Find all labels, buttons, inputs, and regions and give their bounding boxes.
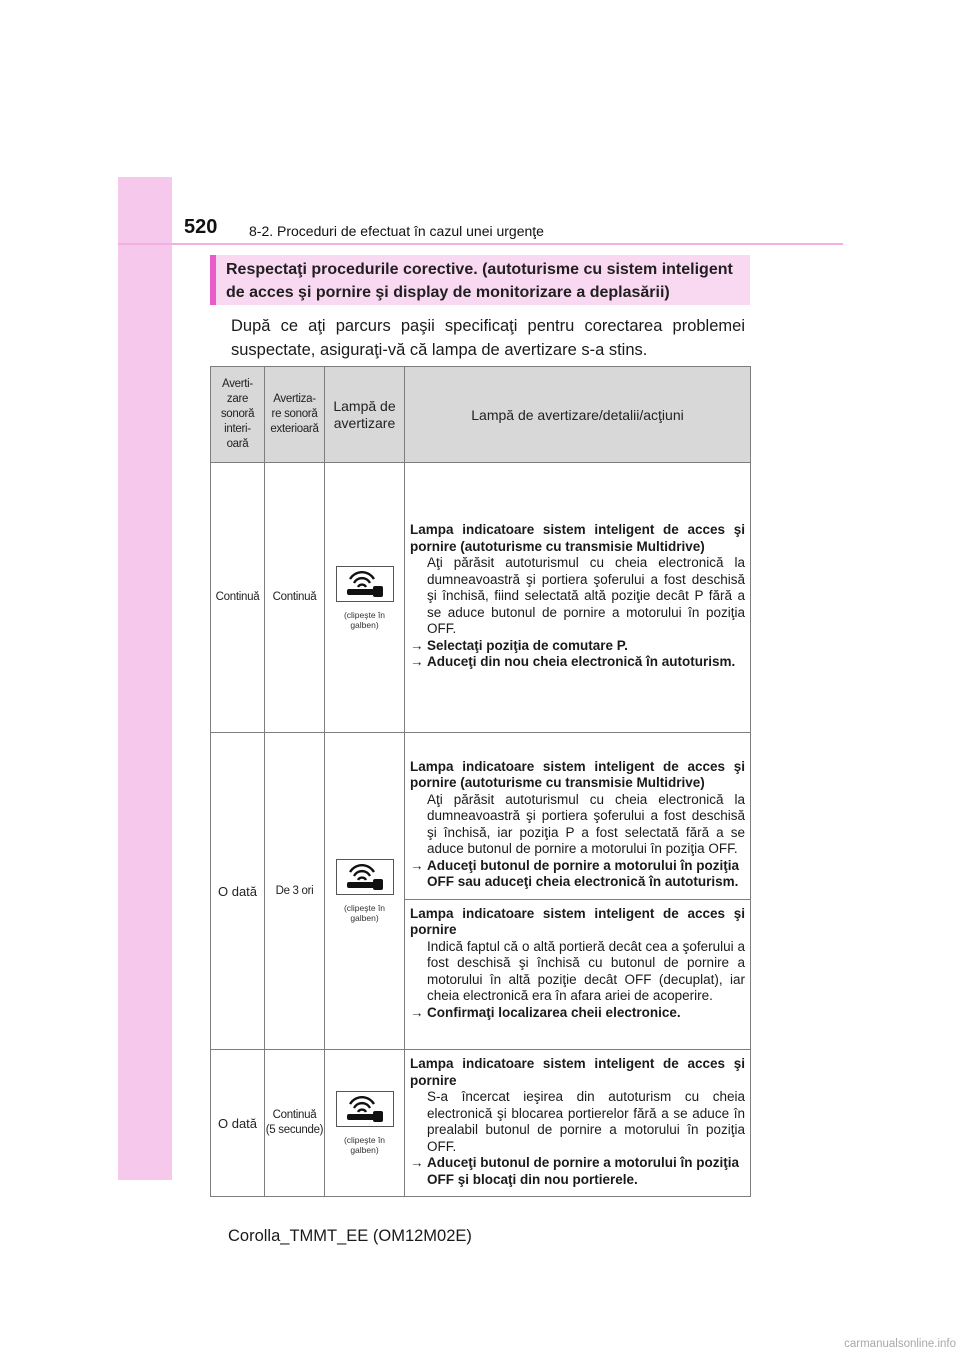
detail-action: → Aduceţi din nou cheia electronică în autoturism.	[410, 654, 736, 670]
smart-key-warning-icon	[336, 859, 394, 895]
detail-action: → Selectaţi poziţia de comutare P.	[410, 637, 628, 653]
interior-buzzer-cell: O dată	[211, 1050, 265, 1197]
header-warning-lamp: Lampă de avertizare	[325, 367, 405, 463]
details-cell	[405, 1050, 751, 1197]
header-rule	[118, 243, 843, 245]
header-details: Lampă de avertizare/detalii/acţiuni	[405, 367, 751, 463]
table-row	[211, 733, 751, 1050]
detail-body: Aţi părăsit autoturismul cu cheia electronică la dumneavoastră şi portiera şoferului a fost deschisă şi închisă, fiind selectată altă poziţie decât P fără a se aduce butonul de pornire a motorului în poziţia OFF.	[427, 555, 745, 637]
detail-block	[405, 753, 750, 900]
smart-key-warning-icon	[336, 566, 394, 602]
lamp-note: (clipeşte în galben)	[343, 1135, 386, 1155]
warning-table	[210, 366, 751, 1197]
table-header-row	[211, 367, 751, 463]
warning-lamp-cell	[325, 463, 405, 733]
detail-action: → Aduceţi butonul de pornire a motorului în poziţia OFF şi blocaţi din nou portierele.	[410, 1155, 739, 1187]
detail-title: Lampa indicatoare sistem inteligent de acces şi pornire	[410, 1056, 745, 1088]
section-title: 8-2. Proceduri de efectuat în cazul unei urgenţe	[249, 223, 544, 239]
table-row	[211, 463, 751, 733]
detail-title: Lampa indicatoare sistem inteligent de acces şi pornire (autoturisme cu transmisie Multidrive)	[410, 522, 745, 554]
chapter-sidebar	[118, 177, 172, 1180]
detail-body: Indică faptul că o altă portieră decât cea a şoferului a fost deschisă şi închisă cu butonul de pornire a motorului în altă poziţie decât OFF (decuplat), iar cheia electronică era în afara ariei de acoperire.	[427, 938, 745, 1004]
interior-buzzer-cell: O dată	[211, 733, 265, 1050]
details-cell	[405, 733, 751, 1050]
warning-lamp-cell	[325, 733, 405, 1050]
lamp-note: (clipeşte în galben)	[343, 903, 386, 923]
exterior-buzzer-cell: Continuă	[265, 463, 325, 733]
arrow-icon: →	[410, 654, 424, 670]
detail-title: Lampa indicatoare sistem inteligent de acces şi pornire	[410, 905, 745, 938]
page-number: 520	[184, 216, 218, 238]
exterior-buzzer-cell: De 3 ori	[265, 733, 325, 1050]
header-interior-buzzer: Averti- zare sonoră interi- oară	[211, 367, 265, 463]
interior-buzzer-cell: Continuă	[211, 463, 265, 733]
arrow-icon: →	[410, 637, 424, 653]
warning-lamp-cell	[325, 1050, 405, 1197]
table-row	[211, 1050, 751, 1197]
exterior-buzzer-cell: Continuă (5 secunde)	[265, 1050, 325, 1197]
details-cell	[405, 463, 751, 733]
detail-body: S-a încercat ieşirea din autoturism cu cheia electronică şi blocarea portierelor fără a se aduce în prealabil butonul de pornire a motorului în poziţia OFF.	[427, 1089, 745, 1154]
intro-paragraph: După ce aţi parcurs paşii specificaţi pentru corectarea problemei suspectate, asiguraţi-vă că lampa de avertizare s-a stins.	[231, 317, 745, 359]
smart-key-warning-icon	[336, 1091, 394, 1127]
detail-body: Aţi părăsit autoturismul cu cheia electronică la dumneavoastră şi portiera şoferului a fost deschisă şi închisă, iar poziţia P a fost selectată fără a se aduce butonul de pornire a motorului în poziţia OFF.	[427, 791, 745, 857]
header-exterior-buzzer: Avertiza- re sonoră exterioară	[265, 367, 325, 463]
lamp-note: (clipeşte în galben)	[343, 609, 386, 630]
detail-block	[405, 900, 750, 1030]
detail-title: Lampa indicatoare sistem inteligent de acces şi pornire (autoturisme cu transmisie Multidrive)	[410, 758, 745, 791]
arrow-icon: →	[410, 1004, 424, 1020]
detail-action: → Aduceţi butonul de pornire a motorului în poziţia OFF sau aduceţi cheia electronică în autoturism.	[410, 857, 739, 890]
procedure-heading: Respectaţi procedurile corective. (autoturisme cu sistem inteligent de acces şi pornire şi display de monitorizare a deplasării)	[210, 255, 750, 305]
document-footer: Corolla_TMMT_EE (OM12M02E)	[228, 1227, 472, 1245]
arrow-icon: →	[410, 1155, 424, 1170]
watermark: carmanualsonline.info	[844, 1338, 956, 1350]
detail-action: → Confirmaţi localizarea cheii electronice.	[410, 1004, 681, 1020]
arrow-icon: →	[410, 857, 424, 873]
